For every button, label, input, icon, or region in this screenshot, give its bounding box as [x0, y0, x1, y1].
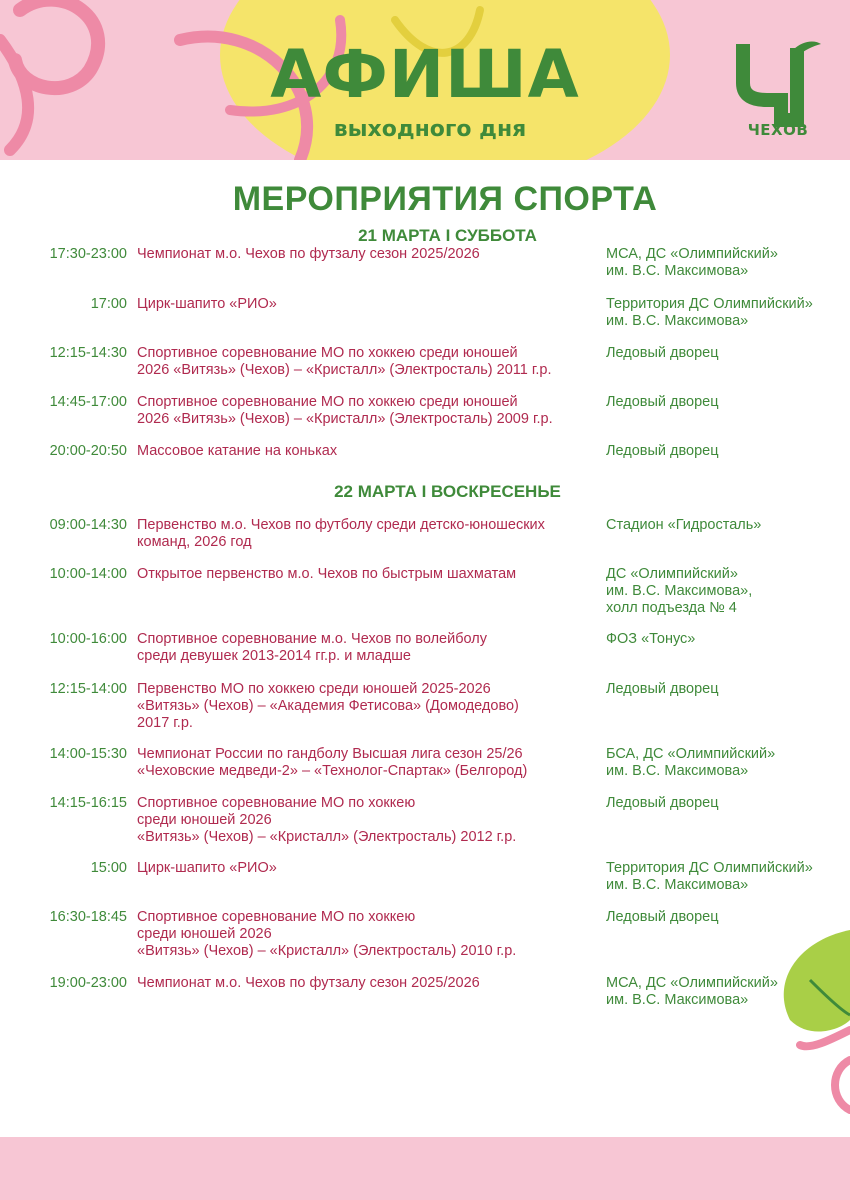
event-title-line: Спортивное соревнование МО по хоккею	[137, 795, 416, 811]
event-title-line: 2026 «Витязь» (Чехов) – «Кристалл» (Электросталь) 2009 г.р.	[137, 411, 553, 427]
event-title-line: Чемпионат России по гандболу Высшая лига сезон 25/26	[137, 746, 523, 762]
event-title-line: «Чеховские медведи-2» – «Технолог-Спартак» (Белгород)	[137, 763, 528, 779]
event-venue-line: БСА, ДС «Олимпийский»	[606, 746, 776, 762]
logo-caption: ЧЕХОВ	[747, 121, 809, 139]
event-venue-line: им. В.С. Максимова»	[606, 877, 749, 893]
event-venue	[606, 795, 846, 812]
event-venue	[606, 443, 846, 460]
event-title	[137, 795, 602, 846]
event-venue-line: Ледовый дворец	[606, 345, 719, 361]
event-title-line: «Витязь» (Чехов) – «Кристалл» (Электросталь) 2010 г.р.	[137, 943, 517, 959]
day-heading: 22 МАРТА I ВОСКРЕСЕНЬЕ	[334, 482, 561, 501]
event-title-line: команд, 2026 год	[137, 534, 252, 550]
event-title	[137, 296, 602, 313]
event-venue-line: Ледовый дворец	[606, 909, 719, 925]
event-title	[137, 681, 602, 732]
event-title-line: Цирк-шапито «РИО»	[137, 860, 277, 876]
event-time: 17:30-23:00	[49, 246, 127, 262]
event-title-line: Массовое катание на коньках	[137, 443, 338, 459]
event-time: 14:45-17:00	[49, 394, 127, 410]
event-venue	[606, 517, 846, 534]
event-venue-line: МСА, ДС «Олимпийский»	[606, 975, 778, 991]
event-title	[137, 860, 602, 877]
event-venue-line: Ледовый дворец	[606, 394, 719, 410]
event-title-line: Спортивное соревнование м.о. Чехов по волейболу	[137, 631, 487, 647]
event-venue-line: МСА, ДС «Олимпийский»	[606, 246, 778, 262]
event-title-line: Чемпионат м.о. Чехов по футзалу сезон 2025/2026	[137, 975, 480, 991]
event-title-line: Спортивное соревнование МО по хоккею среди юношей	[137, 394, 518, 410]
event-title-line: Цирк-шапито «РИО»	[137, 296, 277, 312]
event-title-line: среди юношей 2026	[137, 926, 272, 942]
event-title	[137, 631, 602, 665]
event-title	[137, 566, 602, 583]
event-time: 12:15-14:30	[49, 345, 127, 361]
event-time: 16:30-18:45	[49, 909, 127, 925]
event-title	[137, 975, 602, 992]
event-title	[137, 443, 602, 460]
section-title: МЕРОПРИЯТИЯ СПОРТА	[232, 180, 658, 218]
event-venue	[606, 631, 846, 648]
event-venue	[606, 681, 846, 698]
event-venue-line: им. В.С. Максимова»	[606, 763, 749, 779]
event-venue-line: им. В.С. Максимова»	[606, 992, 749, 1008]
event-time: 20:00-20:50	[49, 443, 127, 459]
event-venue-line: ДС «Олимпийский»	[606, 566, 738, 582]
event-title	[137, 517, 602, 551]
event-venue-line: им. В.С. Максимова»	[606, 263, 749, 279]
footer-band	[0, 1137, 850, 1200]
event-title	[137, 345, 602, 379]
event-venue-line: Ледовый дворец	[606, 795, 719, 811]
event-title-line: «Витязь» (Чехов) – «Кристалл» (Электросталь) 2012 г.р.	[137, 829, 517, 845]
event-venue-line: Территория ДС Олимпийский»	[606, 296, 813, 312]
event-venue	[606, 296, 846, 330]
event-title-line: Открытое первенство м.о. Чехов по быстрым шахматам	[137, 566, 517, 582]
event-title-line: среди юношей 2026	[137, 812, 272, 828]
event-title-line: Первенство м.о. Чехов по футболу среди детско-юношеских	[137, 517, 545, 533]
event-venue	[606, 246, 846, 280]
event-venue-line: им. В.С. Максимова»	[606, 313, 749, 329]
header-banner	[0, 0, 850, 160]
event-venue-line: ФОЗ «Тонус»	[606, 631, 696, 647]
event-time: 14:15-16:15	[49, 795, 127, 811]
event-venue-line: Ледовый дворец	[606, 681, 719, 697]
event-title-line: 2017 г.р.	[137, 715, 193, 731]
event-title-line: Первенство МО по хоккею среди юношей 2025-2026	[137, 681, 491, 697]
event-time: 19:00-23:00	[49, 975, 127, 991]
event-time: 12:15-14:00	[49, 681, 127, 697]
event-venue	[606, 566, 846, 617]
event-title-line: Спортивное соревнование МО по хоккею среди юношей	[137, 345, 518, 361]
event-venue-line: Стадион «Гидросталь»	[606, 517, 762, 533]
event-title	[137, 746, 602, 780]
poster-subtitle: выходного дня	[333, 117, 527, 142]
event-venue-line: холл подъезда № 4	[606, 600, 737, 616]
event-venue-line: Ледовый дворец	[606, 443, 719, 459]
day-heading: 21 МАРТА I СУББОТА	[358, 226, 537, 245]
event-venue	[606, 394, 846, 411]
event-title-line: среди девушек 2013-2014 гг.р. и младше	[137, 648, 411, 664]
event-time: 15:00	[90, 860, 127, 876]
event-title	[137, 394, 602, 428]
event-venue-line: Территория ДС Олимпийский»	[606, 860, 813, 876]
event-venue	[606, 860, 846, 894]
event-venue	[606, 746, 846, 780]
event-title-line: Чемпионат м.о. Чехов по футзалу сезон 2025/2026	[137, 246, 480, 262]
event-time: 10:00-14:00	[49, 566, 127, 582]
event-time: 09:00-14:30	[49, 517, 127, 533]
event-title-line: 2026 «Витязь» (Чехов) – «Кристалл» (Электросталь) 2011 г.р.	[137, 362, 552, 378]
event-venue	[606, 345, 846, 362]
event-title	[137, 246, 602, 263]
event-title	[137, 909, 602, 960]
event-venue-line: им. В.С. Максимова»,	[606, 583, 753, 599]
event-time: 17:00	[90, 296, 127, 312]
event-time: 10:00-16:00	[49, 631, 127, 647]
corner-floral-decoration	[770, 920, 850, 1120]
event-title-line: Спортивное соревнование МО по хоккею	[137, 909, 416, 925]
event-time: 14:00-15:30	[49, 746, 127, 762]
event-title-line: «Витязь» (Чехов) – «Академия Фетисова» (Домодедово)	[137, 698, 519, 714]
poster-title: АФИША	[270, 36, 580, 113]
